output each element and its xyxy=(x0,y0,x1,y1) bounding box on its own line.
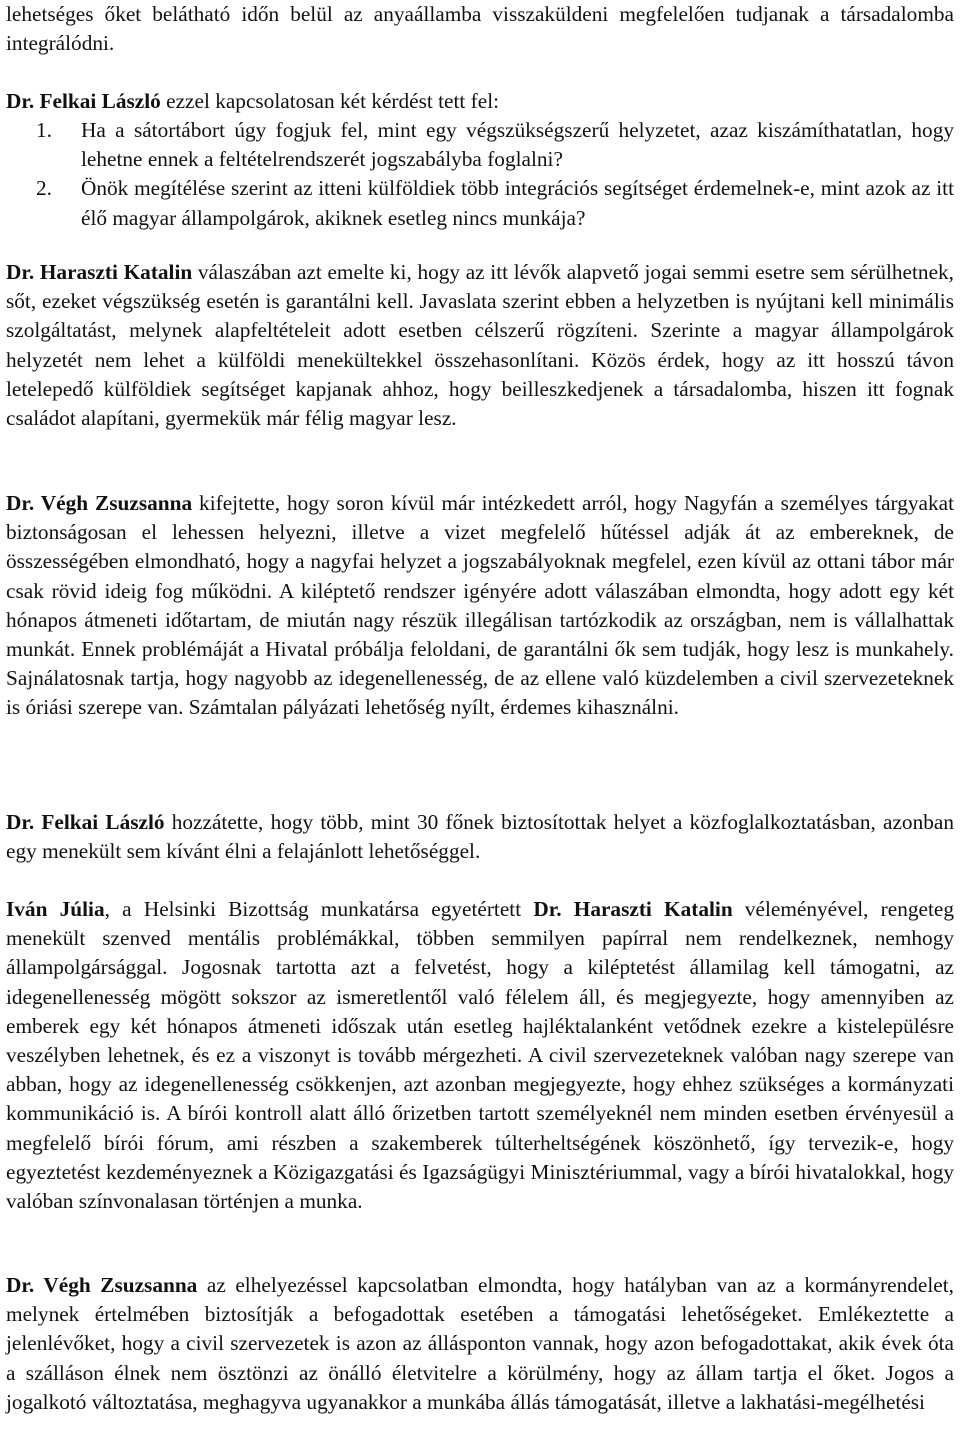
list-item xyxy=(6,174,954,232)
paragraph-text: válaszában azt emelte ki, hogy az itt lévők alapvető jogai semmi esetre sem sérülhetnek, sőt, ezeket végszükség esetén is garantálni kell. Javaslata szerint ebben a helyzetben is nyújtani kell minimális szolgáltatást, melynek alapfeltételeit adott esetben célszerű rögzíteni. Szerinte a magyar állampolgárok helyzetét nem lehet a külföldi menekültekkel összehasonlítani. Közös érdek, hogy az itt hosszú távon letelepedő külföldiek segítséget kapjanak ahhoz, hogy beilleszkedjenek a társadalomba, hiszen itt fognak családot alapítani, gyermekük már félig magyar lesz. xyxy=(6,260,954,431)
vegh-paragraph-1 xyxy=(6,489,954,723)
list-number: 2. xyxy=(36,176,52,201)
felkai-paragraph-1 xyxy=(6,87,954,116)
haraszti-paragraph xyxy=(6,258,954,433)
paragraph-text: kifejtette, hogy soron kívül már intézkedett arról, hogy Nagyfán a személyes tárgyakat biztonságosan el lehessen helyezni, illetve a vizet megfelelő hűtéssel adják át az embereknek, de összességében elmondható, hogy a nagyfai helyzet a jogszabályoknak megfelel, ezen kívül az ottani tábor már csak rövid ideig fog működni. A kiléptető rendszer igényére adott válaszában elmondta, hogy adott egy két hónapos átmeneti időtartam, de miután nagy részük illegálisan tartózkodik az országban, nem is vállalhattak munkát. Ennek problémáját a Hivatal próbálja feloldani, de garantálni ők sem tudják, hogy lesz is munkahely. Sajnálatosnak tartja, hogy nagyobb az idegenellenesség, de az ellene való küzdelemben a civil szervezeteknek is óriási szerepe van. Számtalan pályázati lehetőség nyílt, érdemes kihasználni. xyxy=(6,491,954,720)
speaker-name: Dr. Haraszti Katalin xyxy=(6,260,193,284)
paragraph-text: hozzátette, hogy több, mint 30 főnek biztosítottak helyet a közfoglalkoztatásban, azonban egy menekült sem kívánt élni a felajánlott lehetőséggel. xyxy=(6,810,954,864)
paragraph-text: , a Helsinki Bizottság munkatársa egyetértett xyxy=(104,897,534,921)
question-list xyxy=(6,116,954,233)
felkai-paragraph-2 xyxy=(6,808,954,866)
speaker-name: Iván Júlia xyxy=(6,897,105,921)
ivan-paragraph xyxy=(6,895,954,1216)
speaker-name: Dr. Végh Zsuzsanna xyxy=(6,491,193,515)
paragraph-text: ezzel kapcsolatosan két kérdést tett fel: xyxy=(160,89,500,113)
vegh-paragraph-2 xyxy=(6,1271,954,1417)
speaker-name: Dr. Felkai László xyxy=(6,89,161,113)
list-item-text: Önök megítélése szerint az itteni külföldiek több integrációs segítséget érdemelnek-e, mint azok az itt élő magyar állampolgárok, akiknek esetleg nincs munkája? xyxy=(81,176,954,230)
list-item-text: Ha a sátortábort úgy fogjuk fel, mint egy végszükségszerű helyzetet, azaz kiszámíthatatlan, hogy lehetne ennek a feltételrendszerét jogszabályba foglalni? xyxy=(81,118,954,172)
speaker-name-2: Dr. Haraszti Katalin xyxy=(533,897,733,921)
paragraph-text-2: véleményével, rengeteg menekült szenved mentális problémákkal, többen semmilyen papírral nem rendelkeznek, nemhogy állampolgársággal. Jogosnak tartotta azt a felvetést, hogy a kiléptetést államilag kell támogatni, az idegenellenesség mögött sokszor az ismeretlentől való félelem áll, és megjegyezte, hogy amennyiben az emberek egy két hónapos átmeneti időszak után esetleg hajléktalanként vetődnek ezekre a kistelepülésre veszélyben lehetnek, és ez a viszonyt is tovább mérgezheti. A civil szervezeteknek valóban nagy szerepe van abban, hogy az idegenellenesség csökkenjen, azt azonban megjegyezte, hogy ehhez szükséges a kormányzati kommunikáció is. A bírói kontroll alatt álló őrizetben tartott személyeknél nem minden esetben érvényesül a megfelelő bírói fórum, ami részben a szakemberek túlterheltségének köszönhető, így tervezik-e, hogy egyeztetést kezdeményeznek a Közigazgatási és Igazságügyi Minisztériummal, vagy a bírói hivatalokkal, hogy valóban színvonalasan történjen a munka. xyxy=(6,897,954,1214)
list-number: 1. xyxy=(36,118,52,142)
intro-text: lehetséges őket belátható időn belül az anyaállamba visszaküldeni megfelelően tudjanak a társadalomba integrálódni. xyxy=(6,2,954,56)
intro-paragraph xyxy=(6,0,954,58)
speaker-name: Dr. Végh Zsuzsanna xyxy=(6,1273,198,1297)
speaker-name: Dr. Felkai László xyxy=(6,810,165,834)
list-item xyxy=(6,116,954,174)
paragraph-text: az elhelyezéssel kapcsolatban elmondta, hogy hatályban van az a kormányrendelet, melynek értelmében biztosítják a befogadottak esetében a támogatási lehetőségeket. Emlékeztette a jelenlévőket, hogy a civil szervezetek is azon az állásponton vannak, hogy azon befogadottakat, akik évek óta a szálláson élnek nem ösztönzi az önálló életvitelre a körülmény, hogy az állam tartja el őket. Jogos a jogalkotó változtatása, meghagyva ugyanakkor a munkába állás támogatását, illetve a lakhatási-megélhetési xyxy=(6,1273,954,1414)
